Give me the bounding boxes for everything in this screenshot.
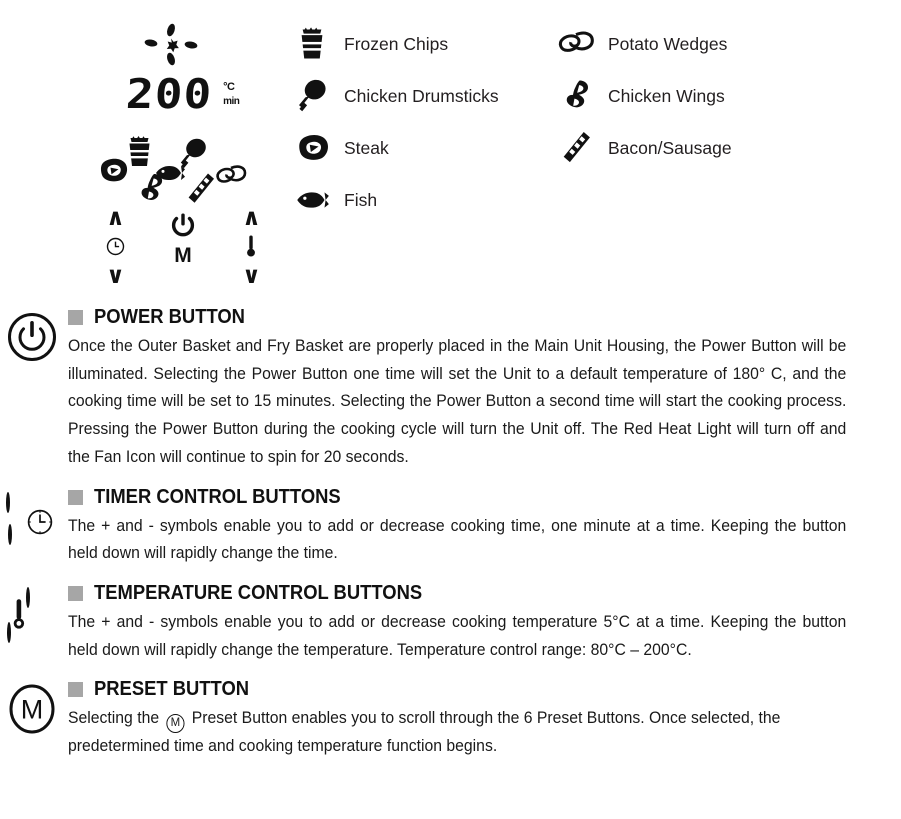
clock-icon [27,509,53,540]
control-panel-graphic [88,8,278,296]
display-value: 200 [124,70,214,118]
temperature-control-icon [2,588,62,650]
section-preset-button [0,678,901,761]
section-timer-control-buttons [0,486,901,568]
potato-wedges-icon [552,30,600,58]
fan-icon [143,22,199,66]
display-units [223,80,239,108]
section-body: The + and - symbols enable you to add or decrease cooking temperature 5°C at a time. Keeping the button held down will rapidly change the temperature. Temperature control range: 80°C – 200°C. [68,613,847,659]
preset-icon-bacon-sausage[interactable] [186,172,216,211]
heading-bullet [68,490,83,505]
frozen-chips-icon [288,27,336,61]
power-preset-column [160,208,206,266]
power-button-icon [2,312,62,374]
heading-bullet [68,310,83,325]
display-unit-celsius: °C [223,81,235,94]
power-button[interactable] [160,213,206,239]
display-unit-minutes: min [223,96,240,108]
legend-label: Fish [344,189,378,210]
temperature-display [124,70,240,118]
legend-label: Chicken Wings [608,85,725,106]
timer-control-column [92,205,138,289]
timer-down-button[interactable]: ∨ [106,263,124,289]
section-title: PRESET BUTTON [94,678,250,701]
temperature-up-button[interactable]: ∧ [242,205,260,231]
temperature-control-column [228,205,274,289]
section-heading [68,486,883,509]
legend-label: Frozen Chips [344,33,449,54]
preset-icon-ring [88,136,278,216]
thermometer-icon [228,233,274,259]
legend-item [552,122,732,174]
preset-body-part2: Preset Button enables you to scroll through the 6 Preset Buttons. Once selected, the predetermined time and cooking temperature function begins. [68,709,781,756]
section-heading [68,678,883,701]
preset-icon-potato-wedges[interactable] [215,164,247,193]
steak-icon [288,134,336,163]
thermometer-icon [12,598,26,635]
section-heading [68,306,883,329]
fish-icon [288,188,336,212]
clock-icon [92,233,138,259]
preset-body-part1: Selecting the [68,709,160,728]
chicken-wings-icon [552,78,600,114]
preset-icon-frozen-chips[interactable] [126,136,153,173]
legend-item [288,70,499,122]
timer-up-button[interactable]: ∧ [106,205,124,231]
preset-button[interactable]: M [174,244,192,267]
legend-label: Bacon/Sausage [608,137,732,158]
legend-column-right [552,18,732,174]
legend-item [552,70,732,122]
section-heading [68,582,883,605]
section-temperature-control-buttons [0,582,901,664]
timer-control-icon [2,492,62,554]
legend-column-left [288,18,499,226]
heading-bullet [68,682,83,697]
minus-icon [8,526,12,544]
temperature-down-button[interactable]: ∨ [242,263,260,289]
legend-label: Steak [344,137,389,158]
section-title: TIMER CONTROL BUTTONS [94,485,341,508]
panel-control-cluster [88,205,278,296]
section-body [68,705,846,761]
minus-icon [7,624,11,642]
control-panel-legend-area [0,0,901,300]
plus-icon [26,589,30,607]
legend-item [288,18,499,70]
preset-icon-steak[interactable] [98,158,128,189]
bacon-sausage-icon [552,130,600,166]
section-body: The + and - symbols enable you to add or decrease cooking time, one minute at a time. Keeping the button held down will rapidly change the time. [68,516,847,563]
legend-item [552,18,732,70]
section-power-button [0,306,901,472]
chicken-drumsticks-icon [288,79,336,113]
section-body: Once the Outer Basket and Fry Basket are properly placed in the Main Unit Housing, the Power Button will be illuminated. Selecting the Power Button one time will set the Unit to a default temperature of 180° C, and the cooking time will be set to 15 minutes. Selecting the Power Button a second time will start the cooking process. Pressing the Power Button during the cooking cycle will turn the Unit off. The Red Heat Light will turn off and the Fan Icon will continue to spin for 20 seconds. [68,337,847,466]
legend-item [288,174,499,226]
legend-label: Potato Wedges [608,33,728,54]
preset-inline-m-icon: M [166,714,184,733]
svg-text:M: M [20,694,44,725]
legend-item [288,122,499,174]
legend-label: Chicken Drumsticks [344,85,499,106]
section-title: TEMPERATURE CONTROL BUTTONS [94,582,423,605]
heading-bullet [68,586,83,601]
section-title: POWER BUTTON [94,306,245,328]
preset-icon-fish[interactable] [154,162,186,189]
plus-icon [6,494,10,512]
preset-button-icon [2,684,62,746]
instruction-sections [0,306,901,775]
